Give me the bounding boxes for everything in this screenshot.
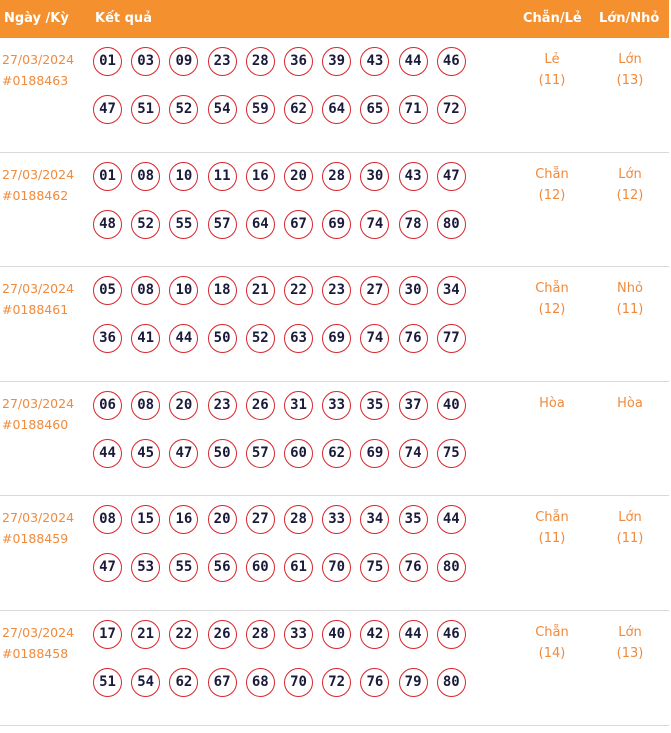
number-ball: 76 bbox=[399, 553, 428, 582]
number-ball: 05 bbox=[93, 276, 122, 305]
draw-id: #0188459 bbox=[2, 531, 69, 547]
number-ball: 72 bbox=[437, 95, 466, 124]
table-row bbox=[0, 611, 669, 726]
number-ball: 62 bbox=[169, 668, 198, 697]
number-ball: 74 bbox=[399, 439, 428, 468]
number-ball: 37 bbox=[399, 391, 428, 420]
number-ball: 47 bbox=[169, 439, 198, 468]
number-ball: 10 bbox=[169, 162, 198, 191]
parity-result-count: (12) bbox=[538, 302, 566, 318]
number-ball: 61 bbox=[284, 553, 313, 582]
size-result-label: Hòa bbox=[617, 395, 643, 411]
draw-id: #0188458 bbox=[2, 645, 69, 661]
number-ball: 22 bbox=[169, 620, 198, 649]
column-header-parity: Chẵn/Lẻ bbox=[523, 11, 582, 26]
number-ball: 35 bbox=[399, 505, 428, 534]
number-ball: 50 bbox=[208, 439, 237, 468]
number-ball: 08 bbox=[93, 505, 122, 534]
number-ball: 67 bbox=[284, 210, 313, 239]
number-ball: 62 bbox=[284, 95, 313, 124]
number-ball: 76 bbox=[399, 324, 428, 353]
parity-result-count: (14) bbox=[538, 645, 566, 661]
number-ball: 06 bbox=[93, 391, 122, 420]
number-ball: 76 bbox=[360, 668, 389, 697]
number-ball: 47 bbox=[93, 95, 122, 124]
number-ball: 34 bbox=[437, 276, 466, 305]
number-ball: 27 bbox=[360, 276, 389, 305]
number-ball: 22 bbox=[284, 276, 313, 305]
size-result-label: Lớn bbox=[618, 624, 642, 640]
draw-date-cell bbox=[2, 622, 74, 664]
parity-result-label: Hòa bbox=[539, 395, 565, 411]
number-ball: 10 bbox=[169, 276, 198, 305]
number-ball: 21 bbox=[131, 620, 160, 649]
number-ball: 26 bbox=[208, 620, 237, 649]
number-ball: 39 bbox=[322, 47, 351, 76]
number-ball: 21 bbox=[246, 276, 275, 305]
number-ball: 08 bbox=[131, 162, 160, 191]
draw-date-cell bbox=[2, 393, 74, 435]
number-ball: 78 bbox=[399, 210, 428, 239]
number-ball: 33 bbox=[322, 391, 351, 420]
size-result-count: (13) bbox=[616, 73, 644, 88]
number-ball: 17 bbox=[93, 620, 122, 649]
number-ball: 68 bbox=[246, 668, 275, 697]
number-ball: 23 bbox=[208, 47, 237, 76]
draw-date: 27/03/2024 bbox=[2, 166, 75, 182]
number-ball: 57 bbox=[246, 439, 275, 468]
number-ball: 33 bbox=[322, 505, 351, 534]
size-result-count: (13) bbox=[616, 645, 644, 661]
number-ball: 46 bbox=[437, 47, 466, 76]
size-result bbox=[600, 164, 660, 206]
number-ball: 44 bbox=[169, 324, 198, 353]
number-ball: 80 bbox=[437, 553, 466, 582]
draw-date-cell bbox=[2, 164, 74, 206]
number-ball: 74 bbox=[360, 210, 389, 239]
column-header-size: Lớn/Nhỏ bbox=[599, 11, 660, 26]
draw-date-cell bbox=[2, 278, 74, 320]
size-result-label: Lớn bbox=[618, 166, 642, 182]
parity-result-label: Chẵn bbox=[535, 281, 569, 297]
number-ball: 01 bbox=[93, 162, 122, 191]
draw-date: 27/03/2024 bbox=[2, 281, 75, 297]
number-ball: 75 bbox=[437, 439, 466, 468]
number-ball: 64 bbox=[322, 95, 351, 124]
number-ball: 28 bbox=[246, 47, 275, 76]
number-ball: 23 bbox=[322, 276, 351, 305]
number-ball: 52 bbox=[169, 95, 198, 124]
number-ball: 60 bbox=[284, 439, 313, 468]
number-ball: 54 bbox=[208, 95, 237, 124]
number-ball: 43 bbox=[399, 162, 428, 191]
size-result-label: Lớn bbox=[618, 52, 642, 67]
parity-result-count: (11) bbox=[538, 531, 566, 547]
table-row bbox=[0, 267, 669, 382]
number-ball: 27 bbox=[246, 505, 275, 534]
number-ball: 50 bbox=[208, 324, 237, 353]
size-result bbox=[600, 278, 660, 320]
number-ball: 28 bbox=[246, 620, 275, 649]
number-ball: 20 bbox=[169, 391, 198, 420]
number-ball: 46 bbox=[437, 620, 466, 649]
number-ball: 63 bbox=[284, 324, 313, 353]
size-result-label: Lớn bbox=[618, 510, 642, 526]
draw-date: 27/03/2024 bbox=[2, 395, 75, 411]
number-ball: 52 bbox=[246, 324, 275, 353]
number-ball: 65 bbox=[360, 95, 389, 124]
parity-result bbox=[522, 164, 582, 206]
number-ball: 80 bbox=[437, 668, 466, 697]
draw-id: #0188460 bbox=[2, 416, 69, 432]
number-ball: 18 bbox=[208, 276, 237, 305]
number-ball: 70 bbox=[284, 668, 313, 697]
number-ball: 31 bbox=[284, 391, 313, 420]
number-ball: 56 bbox=[208, 553, 237, 582]
parity-result-label: Lẻ bbox=[544, 52, 560, 67]
number-ball: 20 bbox=[284, 162, 313, 191]
number-ball: 33 bbox=[284, 620, 313, 649]
number-ball: 59 bbox=[246, 95, 275, 124]
parity-result-label: Chẵn bbox=[535, 624, 569, 640]
size-result-count: (11) bbox=[616, 302, 644, 318]
number-ball: 55 bbox=[169, 210, 198, 239]
number-ball: 45 bbox=[131, 439, 160, 468]
parity-result bbox=[522, 49, 582, 91]
draw-date-cell bbox=[2, 49, 74, 91]
number-ball: 40 bbox=[322, 620, 351, 649]
draw-id: #0188463 bbox=[2, 73, 69, 88]
size-result bbox=[600, 507, 660, 549]
draw-date-cell bbox=[2, 507, 74, 549]
size-result bbox=[600, 393, 660, 414]
number-ball: 08 bbox=[131, 391, 160, 420]
table-row bbox=[0, 38, 669, 153]
number-ball: 41 bbox=[131, 324, 160, 353]
draw-date: 27/03/2024 bbox=[2, 510, 75, 526]
parity-result-count: (11) bbox=[538, 73, 566, 88]
number-ball: 30 bbox=[399, 276, 428, 305]
number-ball: 44 bbox=[93, 439, 122, 468]
size-result-count: (11) bbox=[616, 531, 644, 547]
number-ball: 44 bbox=[399, 620, 428, 649]
number-ball: 44 bbox=[399, 47, 428, 76]
number-ball: 51 bbox=[93, 668, 122, 697]
number-ball: 15 bbox=[131, 505, 160, 534]
draw-date: 27/03/2024 bbox=[2, 52, 75, 67]
table-row bbox=[0, 496, 669, 611]
number-ball: 57 bbox=[208, 210, 237, 239]
results-table-header bbox=[0, 0, 669, 38]
number-ball: 54 bbox=[131, 668, 160, 697]
number-ball: 67 bbox=[208, 668, 237, 697]
draw-id: #0188461 bbox=[2, 302, 69, 318]
size-result bbox=[600, 49, 660, 91]
table-row bbox=[0, 382, 669, 497]
number-ball: 70 bbox=[322, 553, 351, 582]
number-ball: 80 bbox=[437, 210, 466, 239]
table-row bbox=[0, 153, 669, 268]
draw-date: 27/03/2024 bbox=[2, 624, 75, 640]
parity-result bbox=[522, 507, 582, 549]
size-result-count: (12) bbox=[616, 187, 644, 203]
number-ball: 60 bbox=[246, 553, 275, 582]
number-ball: 43 bbox=[360, 47, 389, 76]
number-ball: 36 bbox=[284, 47, 313, 76]
column-header-result: Kết quả bbox=[95, 11, 152, 26]
column-header-date: Ngày /Kỳ bbox=[4, 11, 69, 26]
number-ball: 48 bbox=[93, 210, 122, 239]
number-ball: 53 bbox=[131, 553, 160, 582]
number-ball: 26 bbox=[246, 391, 275, 420]
number-ball: 51 bbox=[131, 95, 160, 124]
number-ball: 79 bbox=[399, 668, 428, 697]
number-ball: 71 bbox=[399, 95, 428, 124]
size-result-label: Nhỏ bbox=[617, 281, 643, 297]
number-ball: 08 bbox=[131, 276, 160, 305]
number-ball: 30 bbox=[360, 162, 389, 191]
number-ball: 28 bbox=[284, 505, 313, 534]
number-ball: 35 bbox=[360, 391, 389, 420]
number-ball: 16 bbox=[169, 505, 198, 534]
number-ball: 34 bbox=[360, 505, 389, 534]
number-ball: 74 bbox=[360, 324, 389, 353]
number-ball: 36 bbox=[93, 324, 122, 353]
number-ball: 69 bbox=[322, 210, 351, 239]
parity-result-label: Chẵn bbox=[535, 510, 569, 526]
number-ball: 20 bbox=[208, 505, 237, 534]
results-table-body bbox=[0, 38, 669, 726]
parity-result bbox=[522, 622, 582, 664]
number-ball: 28 bbox=[322, 162, 351, 191]
number-ball: 64 bbox=[246, 210, 275, 239]
number-ball: 44 bbox=[437, 505, 466, 534]
parity-result-label: Chẵn bbox=[535, 166, 569, 182]
number-ball: 11 bbox=[208, 162, 237, 191]
number-ball: 09 bbox=[169, 47, 198, 76]
number-ball: 62 bbox=[322, 439, 351, 468]
size-result bbox=[600, 622, 660, 664]
number-ball: 69 bbox=[360, 439, 389, 468]
number-ball: 47 bbox=[93, 553, 122, 582]
draw-id: #0188462 bbox=[2, 187, 69, 203]
number-ball: 01 bbox=[93, 47, 122, 76]
number-ball: 42 bbox=[360, 620, 389, 649]
number-ball: 03 bbox=[131, 47, 160, 76]
number-ball: 69 bbox=[322, 324, 351, 353]
number-ball: 47 bbox=[437, 162, 466, 191]
number-ball: 77 bbox=[437, 324, 466, 353]
number-ball: 55 bbox=[169, 553, 198, 582]
number-ball: 72 bbox=[322, 668, 351, 697]
parity-result bbox=[522, 278, 582, 320]
number-ball: 16 bbox=[246, 162, 275, 191]
parity-result bbox=[522, 393, 582, 414]
number-ball: 52 bbox=[131, 210, 160, 239]
number-ball: 23 bbox=[208, 391, 237, 420]
number-ball: 40 bbox=[437, 391, 466, 420]
number-ball: 75 bbox=[360, 553, 389, 582]
parity-result-count: (12) bbox=[538, 187, 566, 203]
